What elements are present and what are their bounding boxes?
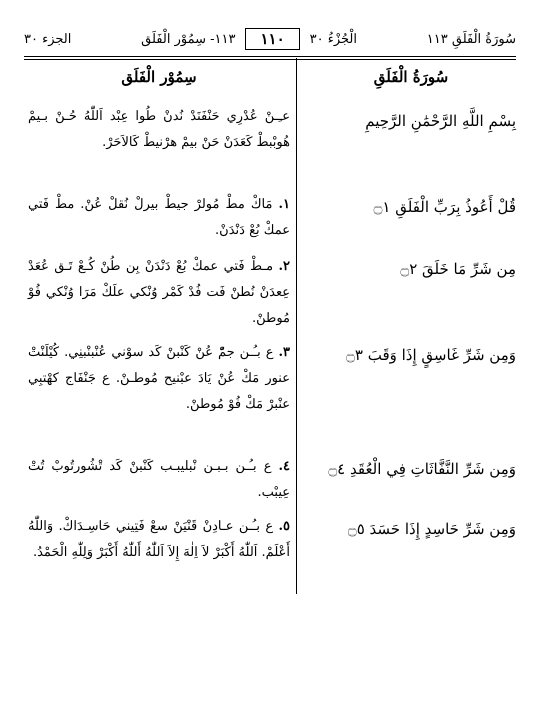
translation-verse-3 xyxy=(28,340,290,418)
translation-basmala xyxy=(28,104,290,156)
column-divider xyxy=(296,58,297,594)
translation-text: مـطْ فَتي عمكْ بُعْ دَنْدَنْ بِن طُنْ كُـعْ تَـق عُعَدْ عِعدَنْ نُطنْ فَت فُدْ كَمْر وُنْكي علَكْ مَرَا وُنْكي فُوْ مُوطنْ. xyxy=(28,259,290,326)
translation-column-title: سِمُوْر الْفَلَق xyxy=(121,68,197,86)
header-center xyxy=(141,28,357,50)
header-rule-bottom xyxy=(24,59,516,60)
header-surah-right: سُورَةُ الْفَلَقِ ١١٣ xyxy=(426,31,516,47)
translation-verse-5 xyxy=(28,514,290,566)
translation-text: ع بـُـن بـبـن نْبليبـب كَنْبنْ كَد تْشُورتُوبْ تُتْ عِيبْب. xyxy=(28,459,290,500)
verse-number: ٢. xyxy=(278,259,290,274)
verse-number: ٥. xyxy=(278,519,290,534)
header-juz-left: الجزء ٣٠ xyxy=(24,31,72,47)
quran-verse-basmala: بِسْمِ اللَّهِ الرَّحْمَٰنِ الرَّحِيمِ xyxy=(365,112,516,130)
translation-text: مَاكْ مطْ مُولرْ جيطْ بيرلْ نُقلْ عُنْ. مطْ فَتي عمكْ بُعْ دَنْدَنْ. xyxy=(28,197,290,238)
translation-text: ع بـُـن عـادِنْ قَنْيَنْ سعْ فَتِيني حَاسِـدَاكْ. وَاللّٰهُ أَعْلَمْ. اَللّٰهُ أَكْبَرْ لاَ اِلٰهَ إِلاَ اَللّٰهُ أَللّٰهُ أَكْبَرْ وَلِلّٰهِ الْحَمْدُ. xyxy=(28,519,290,560)
quran-verse-4: وَمِن شَرِّ النَّفَّاثَاتِ فِي الْعُقَدِ ۝٤ xyxy=(328,460,516,478)
translation-text: ع بـُـن جمّْ عُنْ كَنْبنْ كَد سوْني عُنْبنْبنِي. كُيْلَنْتْ عنور مَكْ عُنْ يَادَ عبْنيح مُوطـنْ. ع جَنْفَاج كهْتبِي عنْبرْ مَكْ فُوْ مُوطنْ. xyxy=(28,345,290,412)
translation-verse-1 xyxy=(28,192,290,244)
translation-verse-2 xyxy=(28,254,290,332)
page-number: ١١٠ xyxy=(245,28,299,50)
page-header xyxy=(24,28,516,50)
verse-number: ١. xyxy=(278,197,291,212)
verse-number: ٤. xyxy=(278,459,290,474)
quran-verse-3: وَمِن شَرِّ غَاسِقٍ إِذَا وَقَبَ ۝٣ xyxy=(346,346,516,364)
header-surah-mid: ١١٣- سِمُوْر الْفَلَق xyxy=(141,31,236,47)
translation-text: عـِـنْ عُدْرِي حَنْفَنَدْ نُدنْ طُوا عِبْد اَللّٰهُ حُـنْ بـيمْ هُوبْبطْ كَعَدَنْ حَنْ بيمْ هرْنيطْ كَالاَحَرْ. xyxy=(28,109,290,150)
quran-verse-2: مِن شَرِّ مَا خَلَقَ ۝٢ xyxy=(400,260,516,278)
header-juz-mid: الْجُزْءُ ٣٠ xyxy=(309,31,357,47)
quran-verse-1: قُلْ أَعُوذُ بِرَبِّ الْفَلَقِ ۝١ xyxy=(373,198,516,216)
header-rule-top xyxy=(24,56,516,57)
quran-verse-5: وَمِن شَرِّ حَاسِدٍ إِذَا حَسَدَ ۝٥ xyxy=(347,520,516,538)
quran-column-title: سُورَةُ الْفَلَقِ xyxy=(373,68,449,86)
verse-number: ٣. xyxy=(278,345,290,360)
translation-verse-4 xyxy=(28,454,290,506)
